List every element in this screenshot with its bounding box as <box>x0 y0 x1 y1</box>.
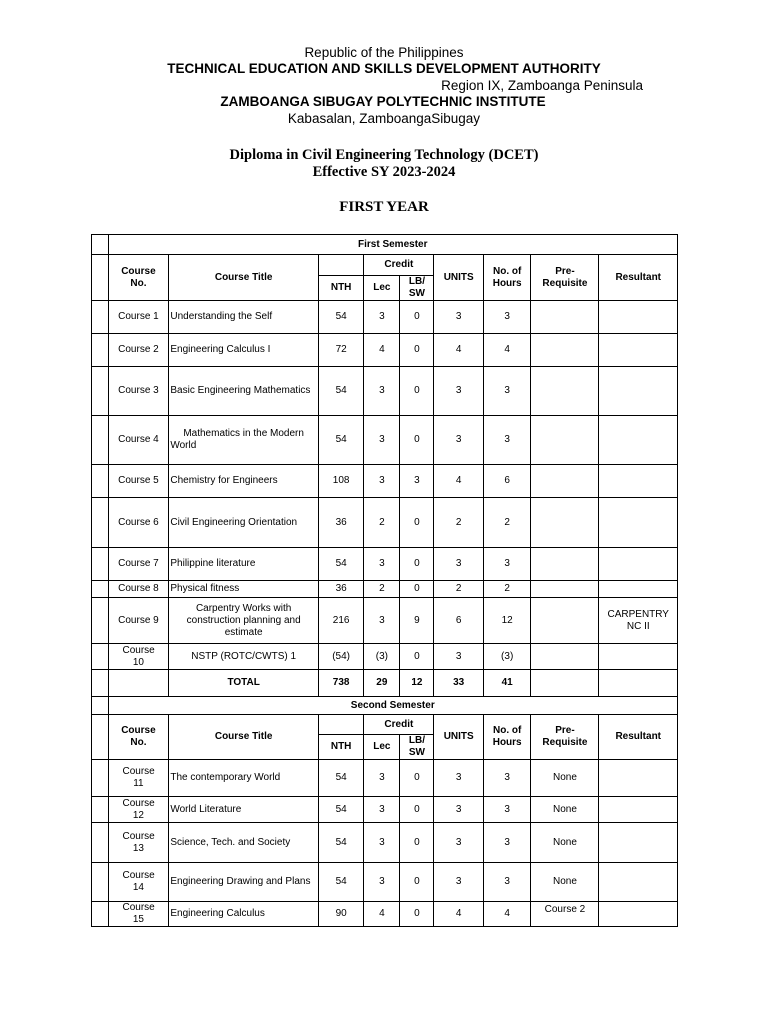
lec-value: (3) <box>364 644 400 670</box>
second-semester-label-row <box>92 697 678 715</box>
lb-value: 0 <box>400 797 434 823</box>
total-hours: 41 <box>483 670 530 697</box>
col-header-course-title: Course Title <box>169 715 319 760</box>
total-lb: 12 <box>400 670 434 697</box>
course-no: Course 2 <box>108 334 169 367</box>
prerequisite-value: None <box>531 823 599 863</box>
hours-value: 2 <box>483 498 530 548</box>
prerequisite-value <box>531 598 599 644</box>
lec-value: 2 <box>364 581 400 598</box>
nth-value: 54 <box>318 367 363 416</box>
col-header-lec: Lec <box>364 276 400 301</box>
row-marker-cell <box>92 581 109 598</box>
course-no: Course 8 <box>108 581 169 598</box>
course-title: Chemistry for Engineers <box>169 465 319 498</box>
units-value: 4 <box>434 902 484 927</box>
course-no: Course 5 <box>108 465 169 498</box>
lec-value: 3 <box>364 548 400 581</box>
table-row <box>92 644 678 670</box>
course-title: Engineering Drawing and Plans <box>169 863 319 902</box>
total-lec: 29 <box>364 670 400 697</box>
lec-value: 3 <box>364 598 400 644</box>
nth-value: 54 <box>318 760 363 797</box>
first-semester-header-row <box>92 255 678 276</box>
row-marker-cell <box>92 863 109 902</box>
total-prerequisite <box>531 670 599 697</box>
resultant-value <box>599 416 678 465</box>
lec-value: 4 <box>364 902 400 927</box>
row-marker-cell <box>92 760 109 797</box>
lb-value: 0 <box>400 548 434 581</box>
units-value: 2 <box>434 498 484 548</box>
table-row <box>92 797 678 823</box>
lec-value: 3 <box>364 367 400 416</box>
region-line: Region IX, Zamboanga Peninsula <box>441 78 643 93</box>
first-semester-label: First Semester <box>108 235 678 255</box>
lec-value: 3 <box>364 797 400 823</box>
row-marker-cell <box>92 670 109 697</box>
units-value: 3 <box>434 797 484 823</box>
lec-value: 3 <box>364 760 400 797</box>
resultant-value <box>599 498 678 548</box>
lb-value: 0 <box>400 902 434 927</box>
units-value: 3 <box>434 367 484 416</box>
lb-value: 0 <box>400 581 434 598</box>
row-marker-cell <box>92 367 109 416</box>
table-row <box>92 581 678 598</box>
lec-value: 3 <box>364 863 400 902</box>
course-no: Course 4 <box>108 416 169 465</box>
col-header-resultant: Resultant <box>599 255 678 301</box>
nth-value: 216 <box>318 598 363 644</box>
course-title: Physical fitness <box>169 581 319 598</box>
republic-line: Republic of the Philippines <box>304 45 464 60</box>
units-value: 3 <box>434 863 484 902</box>
nth-value: 36 <box>318 581 363 598</box>
prerequisite-value <box>531 301 599 334</box>
row-marker-cell <box>92 598 109 644</box>
col-header-course-title: Course Title <box>169 255 319 301</box>
lb-value: 3 <box>400 465 434 498</box>
row-marker-cell <box>92 823 109 863</box>
nth-value: 54 <box>318 797 363 823</box>
table-row <box>92 863 678 902</box>
hours-value: 6 <box>483 465 530 498</box>
col-header-blank <box>318 715 363 735</box>
col-header-credit: Credit <box>364 715 434 735</box>
row-marker-cell <box>92 697 109 715</box>
col-header-hours: No. of Hours <box>483 255 530 301</box>
total-row <box>92 670 678 697</box>
col-header-units: UNITS <box>434 715 484 760</box>
course-title: Understanding the Self <box>169 301 319 334</box>
prerequisite-value <box>531 644 599 670</box>
course-no: Course 15 <box>108 902 169 927</box>
total-units: 33 <box>434 670 484 697</box>
resultant-value <box>599 823 678 863</box>
lb-value: 0 <box>400 760 434 797</box>
course-no: Course 3 <box>108 367 169 416</box>
col-header-hours: No. of Hours <box>483 715 530 760</box>
lb-value: 9 <box>400 598 434 644</box>
units-value: 3 <box>434 548 484 581</box>
table-row <box>92 548 678 581</box>
hours-value: 4 <box>483 334 530 367</box>
prerequisite-value <box>531 498 599 548</box>
row-marker-cell <box>92 465 109 498</box>
effective-year: Effective SY 2023-2024 <box>312 164 456 180</box>
lec-value: 4 <box>364 334 400 367</box>
lb-value: 0 <box>400 416 434 465</box>
course-title: Basic Engineering Mathematics <box>169 367 319 416</box>
units-value: 3 <box>434 416 484 465</box>
table-row <box>92 465 678 498</box>
lb-value: 0 <box>400 301 434 334</box>
first-semester-label-row <box>92 235 678 255</box>
table-row <box>92 598 678 644</box>
table-row <box>92 416 678 465</box>
col-header-nth: NTH <box>318 276 363 301</box>
course-title: Mathematics in the Modern World <box>169 416 319 465</box>
row-marker-cell <box>92 548 109 581</box>
row-marker-cell <box>92 255 109 301</box>
hours-value: 4 <box>483 902 530 927</box>
prerequisite-value <box>531 334 599 367</box>
lec-value: 3 <box>364 416 400 465</box>
prerequisite-value <box>531 416 599 465</box>
col-header-lec: Lec <box>364 735 400 760</box>
course-title: Engineering Calculus <box>169 902 319 927</box>
institute-name: ZAMBOANGA SIBUGAY POLYTECHNIC INSTITUTE <box>220 94 546 109</box>
prerequisite-value <box>531 581 599 598</box>
course-title: NSTP (ROTC/CWTS) 1 <box>169 644 319 670</box>
hours-value: 3 <box>483 797 530 823</box>
course-title: World Literature <box>169 797 319 823</box>
hours-value: 3 <box>483 367 530 416</box>
course-title: The contemporary World <box>169 760 319 797</box>
year-level-title: FIRST YEAR <box>339 199 429 215</box>
col-header-nth: NTH <box>318 735 363 760</box>
prerequisite-value <box>531 465 599 498</box>
nth-value: 72 <box>318 334 363 367</box>
resultant-value <box>599 581 678 598</box>
course-title: Philippine literature <box>169 548 319 581</box>
hours-value: 3 <box>483 416 530 465</box>
prerequisite-value: None <box>531 863 599 902</box>
units-value: 3 <box>434 760 484 797</box>
nth-value: (54) <box>318 644 363 670</box>
total-nth: 738 <box>318 670 363 697</box>
row-marker-cell <box>92 416 109 465</box>
table-row <box>92 334 678 367</box>
col-header-lb-sw: LB/ SW <box>400 276 434 301</box>
row-marker-cell <box>92 334 109 367</box>
lb-value: 0 <box>400 863 434 902</box>
hours-value: 12 <box>483 598 530 644</box>
resultant-value <box>599 644 678 670</box>
total-label: TOTAL <box>169 670 319 697</box>
hours-value: 3 <box>483 548 530 581</box>
total-resultant <box>599 670 678 697</box>
resultant-value <box>599 863 678 902</box>
lb-value: 0 <box>400 644 434 670</box>
lec-value: 3 <box>364 465 400 498</box>
resultant-value: CARPENTRY NC II <box>599 598 678 644</box>
hours-value: 2 <box>483 581 530 598</box>
total-blank-cell <box>108 670 169 697</box>
nth-value: 54 <box>318 301 363 334</box>
lb-value: 0 <box>400 823 434 863</box>
prerequisite-value <box>531 548 599 581</box>
col-header-prerequisite: Pre- Requisite <box>531 715 599 760</box>
col-header-resultant: Resultant <box>599 715 678 760</box>
lec-value: 2 <box>364 498 400 548</box>
table-row <box>92 367 678 416</box>
units-value: 4 <box>434 465 484 498</box>
nth-value: 54 <box>318 863 363 902</box>
col-header-course-no: Course No. <box>108 255 169 301</box>
table-row <box>92 823 678 863</box>
nth-value: 108 <box>318 465 363 498</box>
resultant-value <box>599 902 678 927</box>
col-header-units: UNITS <box>434 255 484 301</box>
agency-name: TECHNICAL EDUCATION AND SKILLS DEVELOPMENT AUTHORITY <box>167 61 601 76</box>
hours-value: 3 <box>483 301 530 334</box>
course-no: Course 12 <box>108 797 169 823</box>
resultant-value <box>599 367 678 416</box>
row-marker-cell <box>92 498 109 548</box>
course-title: Engineering Calculus I <box>169 334 319 367</box>
units-value: 2 <box>434 581 484 598</box>
resultant-value <box>599 301 678 334</box>
course-title: Civil Engineering Orientation <box>169 498 319 548</box>
prerequisite-value: None <box>531 797 599 823</box>
lb-value: 0 <box>400 334 434 367</box>
col-header-prerequisite: Pre- Requisite <box>531 255 599 301</box>
course-no: Course 13 <box>108 823 169 863</box>
row-marker-cell <box>92 644 109 670</box>
course-no: Course 14 <box>108 863 169 902</box>
hours-value: (3) <box>483 644 530 670</box>
table-row <box>92 498 678 548</box>
nth-value: 90 <box>318 902 363 927</box>
col-header-lb-sw: LB/ SW <box>400 735 434 760</box>
row-marker-cell <box>92 235 109 255</box>
lec-value: 3 <box>364 301 400 334</box>
row-marker-cell <box>92 902 109 927</box>
resultant-value <box>599 548 678 581</box>
hours-value: 3 <box>483 823 530 863</box>
hours-value: 3 <box>483 760 530 797</box>
units-value: 3 <box>434 301 484 334</box>
row-marker-cell <box>92 715 109 760</box>
resultant-value <box>599 797 678 823</box>
lec-value: 3 <box>364 823 400 863</box>
second-semester-header-row <box>92 715 678 735</box>
nth-value: 54 <box>318 548 363 581</box>
nth-value: 54 <box>318 416 363 465</box>
col-header-course-no: Course No. <box>108 715 169 760</box>
course-title: Carpentry Works with construction planning and estimate <box>169 598 319 644</box>
hours-value: 3 <box>483 863 530 902</box>
nth-value: 54 <box>318 823 363 863</box>
row-marker-cell <box>92 301 109 334</box>
course-no: Course 10 <box>108 644 169 670</box>
course-title: Science, Tech. and Society <box>169 823 319 863</box>
resultant-value <box>599 334 678 367</box>
col-header-credit: Credit <box>364 255 434 276</box>
course-no: Course 9 <box>108 598 169 644</box>
units-value: 4 <box>434 334 484 367</box>
nth-value: 36 <box>318 498 363 548</box>
resultant-value <box>599 760 678 797</box>
second-semester-label: Second Semester <box>108 697 678 715</box>
units-value: 3 <box>434 823 484 863</box>
course-no: Course 7 <box>108 548 169 581</box>
units-value: 6 <box>434 598 484 644</box>
course-no: Course 6 <box>108 498 169 548</box>
prerequisite-value <box>531 367 599 416</box>
lb-value: 0 <box>400 367 434 416</box>
prerequisite-value: None <box>531 760 599 797</box>
table-row <box>92 902 678 927</box>
course-no: Course 11 <box>108 760 169 797</box>
table-row <box>92 301 678 334</box>
program-title: Diploma in Civil Engineering Technology (DCET) <box>229 147 539 163</box>
row-marker-cell <box>92 797 109 823</box>
lb-value: 0 <box>400 498 434 548</box>
institute-location: Kabasalan, ZamboangaSibugay <box>287 111 481 126</box>
prerequisite-value: Course 2 <box>531 902 599 927</box>
units-value: 3 <box>434 644 484 670</box>
col-header-blank <box>318 255 363 276</box>
table-row <box>92 760 678 797</box>
resultant-value <box>599 465 678 498</box>
curriculum-table <box>91 234 678 927</box>
course-no: Course 1 <box>108 301 169 334</box>
